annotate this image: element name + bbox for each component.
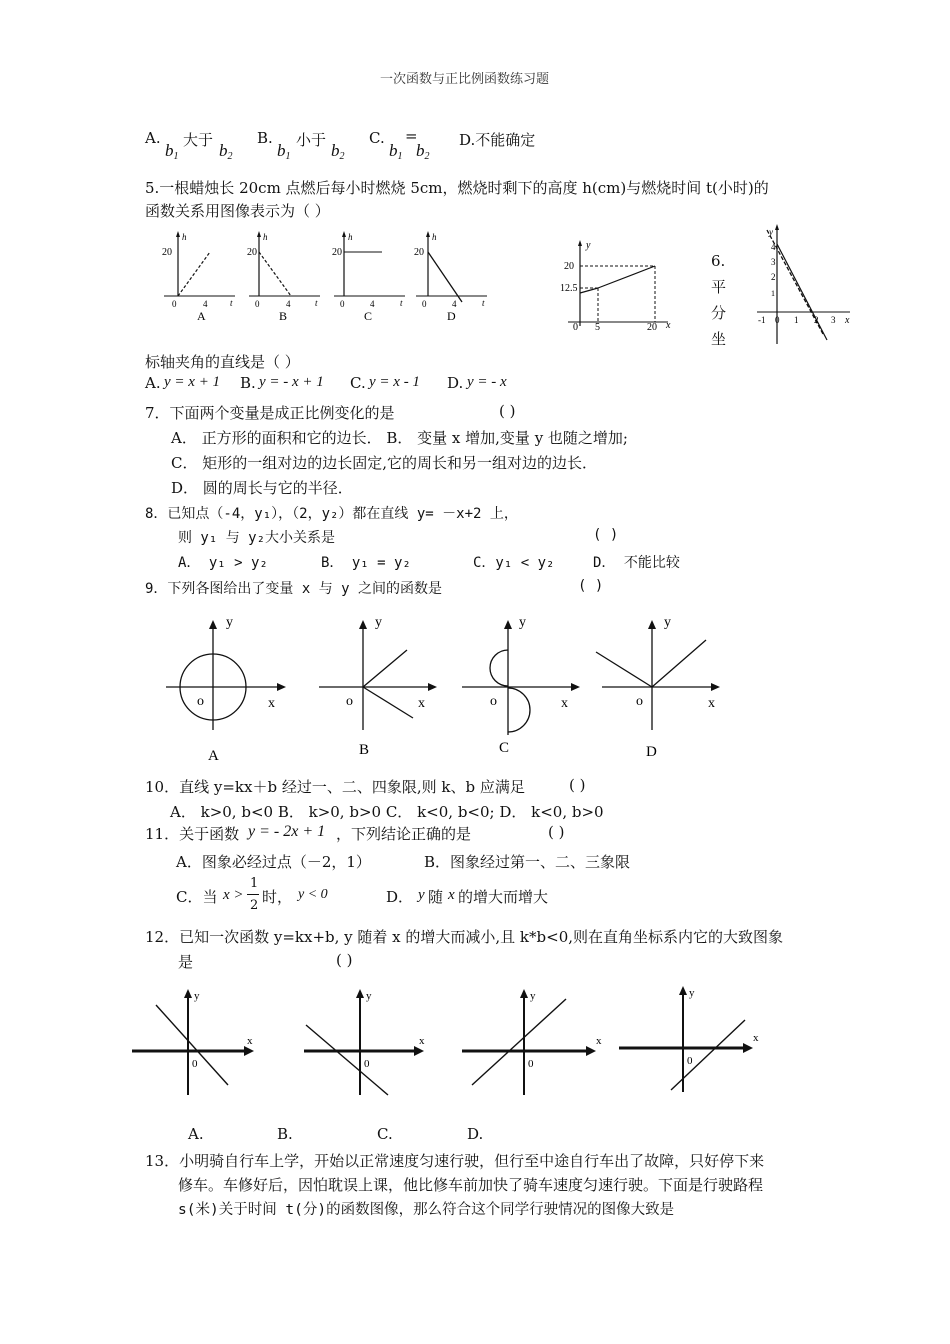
eg-y: y [586,240,591,251]
q12-paren: ( ) [336,951,353,969]
q6g-3: 3 [771,257,776,267]
q5b-t: t [315,298,318,308]
q9c-y: y [519,615,526,630]
q11-option-c-num: 1 [250,876,259,891]
q5-graph-d [412,228,492,323]
q5d-h: h [432,232,437,242]
q11-func: y = - 2x + 1 [248,823,326,840]
q6g-x: x [845,315,850,326]
q10-options: A． k>0, b<0 B． k>0, b>0 C． k<0, b<0; D． k<0, b>0 [170,803,604,821]
q11-option-d-post: 的增大而增大 [458,888,549,906]
eg-5: 5 [595,322,600,333]
q6g-4: 4 [771,242,776,252]
q11-option-d-y: y [418,887,425,903]
q9a-x: x [268,696,275,711]
eg-x20: 20 [647,322,657,333]
q9d-label: D [646,744,657,760]
q5-graph-b [245,228,325,323]
eg-x: x [666,320,671,331]
q12a-o: 0 [192,1058,198,1070]
q9-graph-d [590,610,725,765]
q12-graph-b [300,985,435,1100]
q8-option-c: C．y₁ < y₂ [473,555,555,571]
q6g-xm1: -1 [758,315,766,325]
q5d-label: D [447,309,456,323]
q9-stem: 9．下列各图给出了变量 x 与 y 之间的函数是 [145,581,442,597]
q6-number: 6. [711,252,726,270]
q5c-t: t [400,298,403,308]
q12c-x: x [596,1035,602,1047]
q12-graph-a [128,985,263,1100]
q12d-o: 0 [687,1055,693,1067]
q12-label-c: C. [377,1125,393,1143]
q11-stem-pre: 11．关于函数 [145,825,240,843]
q8-stem: 8．已知点（-4，y₁），（2，y₂）都在直线 y= －x+2 上， [145,506,518,522]
q12-stem-line2: 是 [178,953,194,971]
q6g-y: y [769,227,773,237]
q4-c-b1: $b_1$ [389,141,403,162]
q4-option-d: D.不能确定 [459,131,536,149]
q5d-t: t [482,298,485,308]
q11-fraction-bar [247,894,259,895]
q5b-4: 4 [286,299,291,309]
q6-option-c-label: C. [350,374,366,392]
q5c-20: 20 [332,247,342,258]
q9b-y: y [375,615,382,630]
q12c-o: 0 [528,1058,534,1070]
q9b-x: x [418,696,425,711]
eg-20: 20 [564,261,574,272]
q9c-label: C [499,740,510,756]
q9c-x: x [561,696,568,711]
q13-stem-line1: 13．小明骑自行车上学，开始以正常速度匀速行驶，但行至中途自行车出了故障，只好停下来 [145,1152,765,1170]
q5c-o: 0 [340,299,345,309]
q8-option-b: B． y₁ = y₂ [321,555,411,571]
q5a-t: t [230,298,233,308]
q5a-label: A [197,309,206,323]
q6-option-c: y = x - 1 [369,374,420,390]
q4-option-c-label: C. [369,129,385,147]
q11-option-d-mid: 随 [428,888,444,906]
q12-graph-d [615,982,765,1097]
q12b-y: y [366,990,372,1002]
q5c-4: 4 [370,299,375,309]
q8-paren: ( ) [593,527,619,543]
q11-paren: ( ) [548,823,565,841]
q10-paren: ( ) [569,776,586,794]
q9-paren: ( ) [578,578,604,594]
q4-c-word: = [405,127,418,145]
q6-option-d-label: D. [447,374,464,392]
q5a-o: 0 [172,299,177,309]
q6-option-b-label: B. [240,374,256,392]
q4-a-b2: $b_2$ [219,141,233,162]
q5a-20: 20 [162,247,172,258]
q13-stem-line2: 修车。车修好后，因怕耽误上课，他比修车前加快了骑车速度匀速行驶。下面是行驶路程 [178,1176,764,1194]
q11-option-c-var: x > [223,887,244,903]
q11-option-d-x: x [448,887,455,903]
q9b-label: B [359,742,370,758]
q12b-x: x [419,1035,425,1047]
q12a-x: x [247,1035,253,1047]
q11-option-c-pre: C．当 [176,888,218,906]
q6-option-a-label: A. [145,374,161,392]
q7-option-ab: A． 正方形的面积和它的边长． B． 变量 x 增加,变量 y 也随之增加; [171,429,628,447]
q4-b-word: 小于 [296,131,327,149]
q12d-y: y [689,987,695,999]
q5-stem-line1: 5.一根蜡烛长 20cm 点燃后每小时燃烧 5cm，燃烧时剩下的高度 h(cm)与燃烧时间 t(小时)的 [145,179,769,197]
q9d-o: o [636,694,643,709]
q6g-2: 2 [771,272,776,282]
q6-vertical-2: 分 [711,304,727,322]
q5d-20: 20 [414,247,424,258]
q7-option-d: D． 圆的周长与它的半径． [171,479,353,497]
q4-a-word: 大于 [183,131,214,149]
q5b-o: 0 [255,299,260,309]
q9b-o: o [346,694,353,709]
q5b-h: h [263,232,268,242]
q9c-o: o [490,694,497,709]
q9a-o: o [197,694,204,709]
q4-b-b1: $b_1$ [277,141,291,162]
q12a-y: y [194,990,200,1002]
q5a-4: 4 [203,299,208,309]
q6-graph [755,222,860,357]
q13-stem-line3: s(米)关于时间 t(分)的函数图像，那么符合这个同学行驶情况的图像大致是 [178,1202,675,1218]
q12d-x: x [753,1032,759,1044]
q7-paren: ( ) [499,402,516,420]
q9d-y: y [664,615,671,630]
q11-stem-post: ，下列结论正确的是 [336,825,472,843]
q6g-x3: 3 [831,315,836,325]
q5b-label: B [279,309,288,323]
q4-option-b-label: B. [257,129,273,147]
q9a-label: A [208,748,219,764]
q12-graph-c [458,985,608,1100]
q5d-o: 0 [422,299,427,309]
q6g-xo: 0 [775,315,780,325]
q6-stem-continuation: 标轴夹角的直线是（ ） [145,353,300,371]
eg-o: 0 [573,322,578,333]
q11-option-c-mid: 时， [262,888,293,906]
q12-label-d: D. [467,1125,484,1143]
q9a-y: y [226,615,233,630]
q6-option-d: y = - x [467,374,507,390]
q5-graph-a [160,228,240,323]
q12-label-a: A. [188,1125,204,1143]
q12c-y: y [530,990,536,1002]
q11-option-a: A．图象必经过点（－2，1） [176,853,371,871]
q6g-x2: 2 [814,315,819,325]
q5-stem-line2: 函数关系用图像表示为（ ） [145,202,330,220]
q6g-1: 1 [771,289,775,298]
q9-graph-c [458,610,588,765]
q6g-x1: 1 [794,315,799,325]
q11-option-c-ineq: y < 0 [298,887,328,902]
q6-vertical-1: 平 [711,278,727,296]
q5d-4: 4 [452,299,457,309]
q10-stem: 10．直线 y=kx＋b 经过一、二、四象限,则 k、b 应满足 [145,778,525,796]
q8-line2: 则 y₁ 与 y₂大小关系是 [178,530,336,546]
q11-option-c-den: 2 [250,898,259,913]
q6-vertical-3: 坐 [711,330,727,348]
q5c-label: C [364,309,373,323]
q12-stem-line1: 12．已知一次函数 y=kx+b, y 随着 x 的增大而减小,且 k*b<0,则在直角坐标系内它的大致图象 [145,928,784,946]
q11-option-b: B．图象经过第一、二、三象限 [424,853,631,871]
q11-option-d-pre: D． [386,888,414,906]
q4-option-a-label: A. [145,129,161,147]
q9-graph-a [160,610,290,765]
q8-option-a: A． y₁ > y₂ [178,555,268,571]
q12b-o: 0 [364,1058,370,1070]
q5c-h: h [348,232,353,242]
extra-line-graph [560,238,680,338]
eg-125: 12.5 [560,283,578,294]
q7-option-c: C． 矩形的一组对边的边长固定,它的周长和另一组对边的边长． [171,454,598,472]
q6-option-a: y = x + 1 [164,374,221,390]
q4-c-b2: $b_2$ [416,141,430,162]
q5a-h: h [182,232,187,242]
q5b-20: 20 [247,247,257,258]
q4-b-b2: $b_2$ [331,141,345,162]
page-header: 一次函数与正比例函数练习题 [380,72,550,87]
q5-graph-c [330,228,410,323]
q7-stem: 7．下面两个变量是成正比例变化的是 [145,404,395,422]
q4-a-b1: $b_1$ [165,141,179,162]
q6-option-b: y = - x + 1 [259,374,324,390]
q12-label-b: B. [277,1125,293,1143]
q9d-x: x [708,696,715,711]
q8-option-d: D． 不能比较 [593,555,680,571]
q9-graph-b [315,610,445,765]
